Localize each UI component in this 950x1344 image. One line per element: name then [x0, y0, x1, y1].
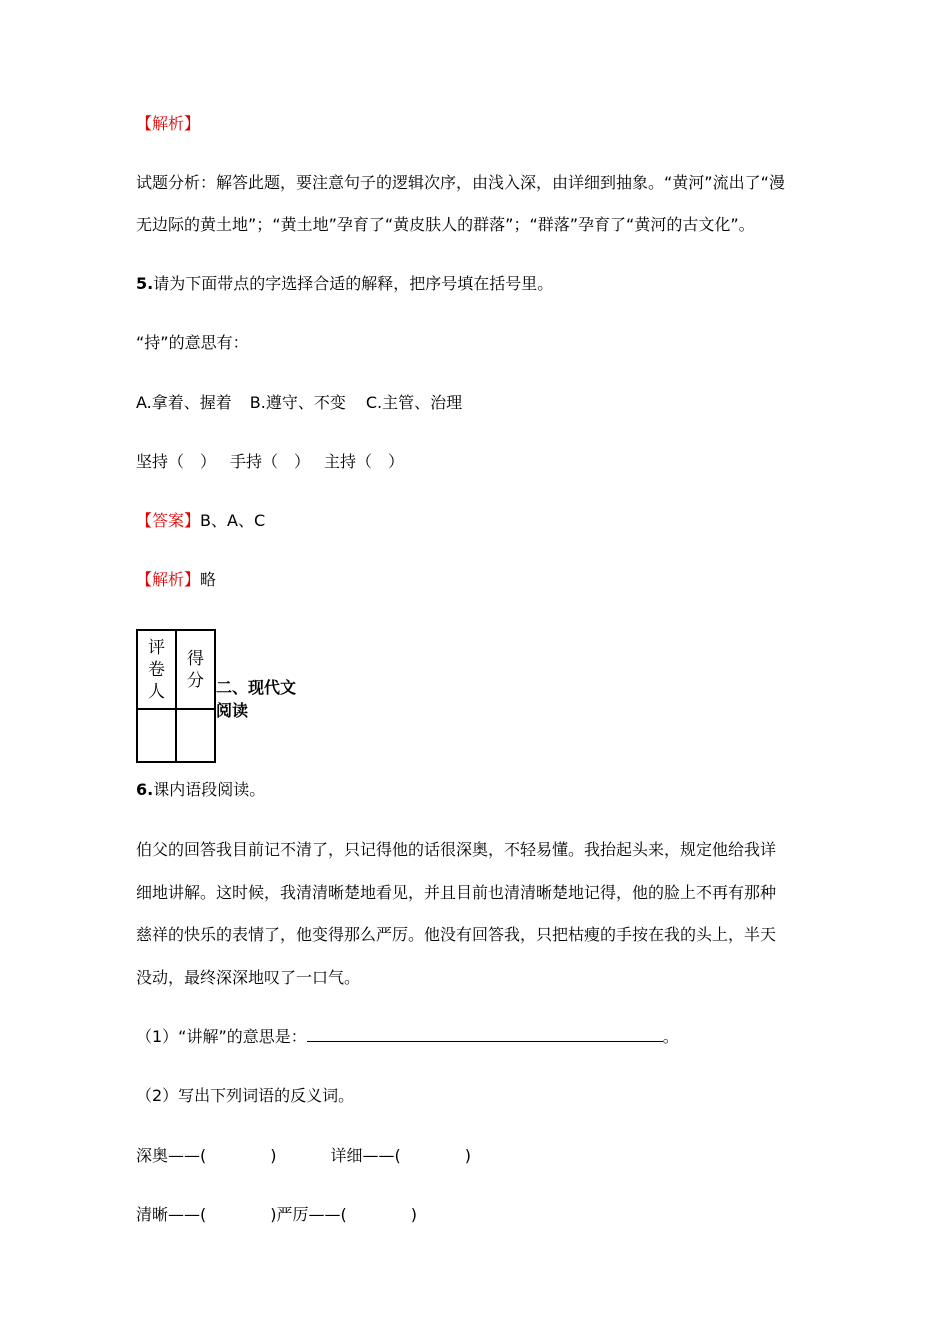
antonym-qingxi: 清晰——( ) — [136, 1205, 277, 1224]
answer-label: 【答案】 — [136, 511, 201, 530]
antonym-row-2 — [136, 1205, 417, 1225]
answer-row — [136, 511, 265, 531]
blank-shouchi: 手持（ ） — [230, 452, 311, 471]
option-a: A.拿着、握着 — [136, 393, 232, 412]
blank-jianchi: 坚持（ ） — [136, 452, 217, 471]
q5-analysis-row — [136, 570, 216, 590]
passage — [136, 840, 816, 1010]
passage-line: 细地讲解。这时候，我清清晰楚地看见，并且目前也清清晰楚地记得，他的脸上不再有那种 — [136, 882, 777, 902]
passage-line: 慈祥的快乐的表情了，他变得那么严厉。他没有回答我，只把枯瘦的手按在我的头上，半天 — [136, 925, 777, 944]
grader-label: 评卷人 — [148, 637, 165, 702]
analysis-heading: 【解析】 — [136, 114, 201, 133]
meaning-intro: “持”的意思有： — [136, 333, 249, 352]
q5-analysis-text: 略 — [200, 570, 217, 589]
section-title: 二、现代文阅读 — [216, 678, 297, 720]
q5-analysis-label: 【解析】 — [136, 570, 201, 589]
question-6 — [136, 780, 265, 800]
analysis-line-2: 无边际的黄土地”；“黄土地”孕育了“黄皮肤人的群落”；“群落”孕育了“黄河的古文化”。 — [136, 215, 755, 234]
grader-header-cell — [137, 630, 176, 709]
score-label: 得分 — [187, 648, 204, 691]
passage-line: 没动，最终深深地叹了一口气。 — [136, 967, 361, 987]
answer-text: B、A、C — [200, 511, 266, 530]
question-5 — [136, 274, 553, 294]
score-header-cell — [176, 630, 215, 709]
score-table — [136, 629, 216, 763]
blank-zhuchi: 主持（ ） — [324, 452, 405, 471]
sub-question-1-text: （1）“讲解”的意思是： — [136, 1027, 307, 1046]
question-6-prompt: 课内语段阅读。 — [153, 780, 266, 799]
option-b: B.遵守、不变 — [249, 393, 346, 412]
blanks-row — [136, 452, 404, 472]
antonym-xiangxi: 详细——( ) — [330, 1146, 471, 1165]
option-c: C.主管、治理 — [365, 393, 463, 412]
sub-question-1-end: 。 — [662, 1027, 679, 1046]
question-5-prompt: 请为下面带点的字选择合适的解释，把序号填在括号里。 — [153, 274, 554, 293]
antonym-shenao: 深奥——( ) — [136, 1146, 277, 1165]
passage-line: 伯父的回答我目前记不清了，只记得他的话很深奥，不轻易懂。我抬起头来，规定他给我详 — [136, 840, 777, 859]
sub-question-2: （2）写出下列词语的反义词。 — [136, 1086, 355, 1105]
sub-question-1 — [136, 1027, 679, 1047]
answer-blank-line[interactable] — [307, 1027, 663, 1042]
score-blank-cell[interactable] — [176, 709, 215, 762]
antonym-row-1 — [136, 1146, 471, 1166]
analysis-line-1: 试题分析：解答此题，要注意句子的逻辑次序，由浅入深，由详细到抽象。“黄河”流出了“漫 — [136, 173, 785, 192]
antonym-yanli: 严厉——( ) — [276, 1205, 417, 1224]
question-5-number: 5. — [136, 274, 154, 293]
options-row — [136, 393, 462, 413]
question-6-number: 6. — [136, 780, 154, 799]
grader-blank-cell[interactable] — [137, 709, 176, 762]
